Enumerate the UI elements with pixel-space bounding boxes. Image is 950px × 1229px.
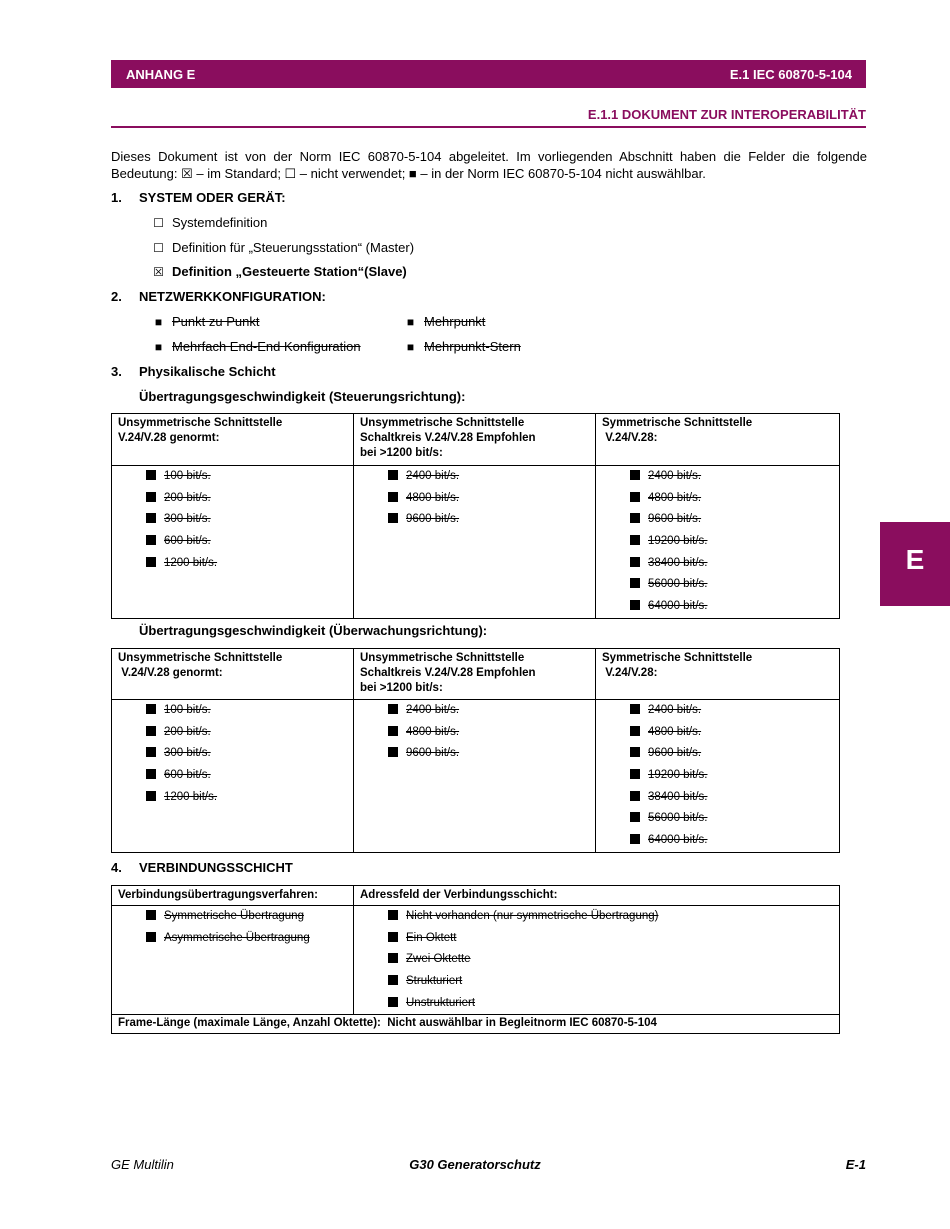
list-item <box>596 574 839 596</box>
list-item <box>596 787 839 809</box>
link-address-header: Adressfeld der Verbindungsschicht: <box>354 886 840 906</box>
list-item <box>596 466 839 488</box>
list-item-label: Unstrukturiert <box>406 996 476 1009</box>
filled-square-icon: ■ <box>154 340 163 354</box>
list-item-label: 9600 bit/s. <box>648 747 702 760</box>
filled-square-icon <box>630 704 640 714</box>
filled-square-icon: ■ <box>154 315 163 329</box>
filled-square-icon <box>146 470 156 480</box>
heading-rule <box>111 126 866 128</box>
list-item <box>596 531 839 553</box>
filled-square-icon <box>146 910 156 920</box>
list-item <box>112 466 353 488</box>
list-item-label: 200 bit/s. <box>164 491 211 504</box>
filled-square-icon: ■ <box>406 340 415 354</box>
filled-square-icon <box>388 492 398 502</box>
list-item <box>112 488 353 510</box>
filled-square-icon <box>146 513 156 523</box>
list-item <box>112 553 353 575</box>
speed-table-monitor <box>111 648 840 853</box>
col-header-sym: Symmetrische Schnittstelle V.24/V.28: <box>596 649 840 700</box>
footer-center: G30 Generatorschutz <box>409 1157 541 1172</box>
checkbox-checked-icon: ☒ <box>153 265 164 279</box>
list-item <box>354 466 595 488</box>
list-item-label: Asymmetrische Übertragung <box>164 931 310 944</box>
list-item-label: 19200 bit/s. <box>648 535 708 548</box>
speed-list-col2 <box>354 700 596 853</box>
list-item <box>112 906 353 928</box>
checkbox-empty-icon: ☐ <box>153 241 164 255</box>
filled-square-icon <box>388 747 398 757</box>
list-item-label: 56000 bit/s. <box>648 812 708 825</box>
link-transmission-list <box>112 906 354 1015</box>
list-item <box>596 509 839 531</box>
list-item <box>112 787 353 809</box>
list-item-label: 9600 bit/s. <box>406 513 460 526</box>
option-systemdefinition: ☐ Systemdefinition <box>153 215 268 230</box>
list-item-label: 2400 bit/s. <box>648 704 702 716</box>
list-item-label: 300 bit/s. <box>164 513 211 526</box>
list-item-label: 4800 bit/s. <box>406 725 460 738</box>
list-item-label: 2400 bit/s. <box>406 470 460 482</box>
option-mehrfach-end-end: ■ Mehrfach End-End Konfiguration <box>154 339 361 354</box>
option-mehrpunkt: ■ Mehrpunkt <box>406 314 486 329</box>
list-item <box>112 928 353 950</box>
filled-square-icon <box>630 812 640 822</box>
list-item <box>354 949 839 971</box>
filled-square-icon <box>630 513 640 523</box>
list-item <box>354 971 839 993</box>
speed-table-1-title: Übertragungsgeschwindigkeit (Steuerungsrichtung): <box>139 389 466 404</box>
frame-length-row: Frame-Länge (maximale Länge, Anzahl Oktette): Nicht auswählbar in Begleitnorm IEC 60870-5-104 <box>112 1015 840 1034</box>
filled-square-icon <box>630 600 640 610</box>
list-item-label: 300 bit/s. <box>164 747 211 760</box>
list-item-label: 100 bit/s. <box>164 704 211 716</box>
filled-square-icon <box>630 726 640 736</box>
list-item <box>354 906 839 928</box>
filled-square-icon <box>388 704 398 714</box>
list-item <box>112 700 353 722</box>
filled-square-icon <box>388 997 398 1007</box>
col-header-unsym-standard: Unsymmetrische Schnittstelle V.24/V.28 genormt: <box>112 649 354 700</box>
intro-paragraph: Dieses Dokument ist von der Norm IEC 60870-5-104 abgeleitet. Im vorliegenden Abschnitt haben die Felder die folgende Bedeutung: ☒ – im Standard; ☐ – nicht verwendet; ■ – in der Norm IEC 60870-5-104 nicht auswählbar. <box>111 149 867 181</box>
list-item-label: 4800 bit/s. <box>648 725 702 738</box>
col-header-unsym-recommended: Unsymmetrische Schnittstelle Schaltkreis V.24/V.28 Empfohlen bei >1200 bit/s: <box>354 414 596 466</box>
list-item-label: 1200 bit/s. <box>164 556 218 569</box>
filled-square-icon <box>388 910 398 920</box>
list-item <box>112 531 353 553</box>
col-header-sym: Symmetrische Schnittstelle V.24/V.28: <box>596 414 840 466</box>
option-master: ☐ Definition für „Steuerungsstation“ (Master) <box>153 240 415 255</box>
speed-list-col3 <box>596 466 840 619</box>
list-item-label: 2400 bit/s. <box>406 704 460 716</box>
list-item-label: 38400 bit/s. <box>648 556 708 569</box>
filled-square-icon <box>146 704 156 714</box>
list-item-label: 19200 bit/s. <box>648 769 708 782</box>
list-item <box>354 993 839 1015</box>
filled-square-icon <box>388 975 398 985</box>
link-layer-table <box>111 885 840 1034</box>
list-item <box>596 700 839 722</box>
list-item <box>596 830 839 852</box>
filled-square-icon <box>630 747 640 757</box>
col-header-unsym-standard: Unsymmetrische Schnittstelle V.24/V.28 genormt: <box>112 414 354 466</box>
list-item <box>112 765 353 787</box>
checkbox-empty-icon: ☐ <box>153 216 164 230</box>
speed-table-control <box>111 413 840 619</box>
filled-square-icon <box>388 470 398 480</box>
filled-square-icon <box>630 492 640 502</box>
list-item <box>354 488 595 510</box>
list-item <box>596 488 839 510</box>
appendix-side-tab[interactable]: E <box>880 522 950 606</box>
list-item-label: 9600 bit/s. <box>648 513 702 526</box>
option-punkt-zu-punkt: ■ Punkt zu Punkt <box>154 314 260 329</box>
list-item <box>354 722 595 744</box>
filled-square-icon <box>388 513 398 523</box>
list-item <box>596 553 839 575</box>
filled-square-icon <box>146 557 156 567</box>
list-item-label: 100 bit/s. <box>164 470 211 482</box>
header-left: ANHANG E <box>126 67 196 82</box>
list-item <box>354 928 839 950</box>
filled-square-icon <box>146 791 156 801</box>
list-item <box>354 700 595 722</box>
filled-square-icon <box>388 932 398 942</box>
header-bar <box>111 60 866 88</box>
filled-square-icon <box>146 932 156 942</box>
section-heading: E.1.1 DOKUMENT ZUR INTEROPERABILITÄT <box>587 107 866 122</box>
link-address-list <box>354 906 840 1015</box>
footer-page-number: E-1 <box>845 1157 866 1172</box>
filled-square-icon <box>630 535 640 545</box>
speed-list-col2 <box>354 466 596 619</box>
list-item <box>112 722 353 744</box>
filled-square-icon: ■ <box>406 315 415 329</box>
speed-list-col1 <box>112 466 354 619</box>
list-item <box>354 509 595 531</box>
list-item-label: 56000 bit/s. <box>648 578 708 591</box>
list-item <box>354 743 595 765</box>
list-item-label: 4800 bit/s. <box>648 491 702 504</box>
option-slave: ☒ Definition „Gesteuerte Station“(Slave) <box>153 264 407 279</box>
filled-square-icon <box>146 726 156 736</box>
header-right: E.1 IEC 60870-5-104 <box>729 67 852 82</box>
list-item <box>596 765 839 787</box>
speed-list-col3 <box>596 700 840 853</box>
list-item <box>596 722 839 744</box>
list-item-label: 4800 bit/s. <box>406 491 460 504</box>
list-item-label: 600 bit/s. <box>164 769 211 782</box>
list-item-label: 200 bit/s. <box>164 725 211 738</box>
filled-square-icon <box>630 557 640 567</box>
filled-square-icon <box>630 470 640 480</box>
filled-square-icon <box>630 834 640 844</box>
list-item-label: 2400 bit/s. <box>648 470 702 482</box>
filled-square-icon <box>146 535 156 545</box>
list-item-label: 600 bit/s. <box>164 535 211 548</box>
filled-square-icon <box>388 726 398 736</box>
speed-list-col1 <box>112 700 354 853</box>
list-item-label: 9600 bit/s. <box>406 747 460 760</box>
filled-square-icon <box>388 953 398 963</box>
list-item <box>112 743 353 765</box>
list-item-label: 1200 bit/s. <box>164 790 218 803</box>
filled-square-icon <box>146 747 156 757</box>
filled-square-icon <box>630 578 640 588</box>
list-item <box>596 743 839 765</box>
list-item-label: Strukturiert <box>406 975 463 988</box>
list-item-label: Zwei Oktette <box>406 953 471 966</box>
list-item-label: 64000 bit/s. <box>648 834 708 847</box>
list-item <box>596 596 839 618</box>
col-header-unsym-recommended: Unsymmetrische Schnittstelle Schaltkreis V.24/V.28 Empfohlen bei >1200 bit/s: <box>354 649 596 700</box>
list-item-label: Symmetrische Übertragung <box>164 910 304 922</box>
filled-square-icon <box>146 492 156 502</box>
filled-square-icon <box>630 769 640 779</box>
list-item-label: Nicht vorhanden (nur symmetrische Übertragung) <box>406 910 659 922</box>
footer-left: GE Multilin <box>111 1157 174 1172</box>
speed-table-2-title: Übertragungsgeschwindigkeit (Überwachungsrichtung): <box>139 623 488 638</box>
list-item-label: 64000 bit/s. <box>648 600 708 613</box>
link-transmission-header: Verbindungsübertragungsverfahren: <box>112 886 354 906</box>
filled-square-icon <box>146 769 156 779</box>
list-item-label: 38400 bit/s. <box>648 790 708 803</box>
list-item <box>112 509 353 531</box>
filled-square-icon <box>630 791 640 801</box>
list-item <box>596 808 839 830</box>
list-item-label: Ein Oktett <box>406 931 457 944</box>
option-mehrpunkt-stern: ■ Mehrpunkt-Stern <box>406 339 521 354</box>
